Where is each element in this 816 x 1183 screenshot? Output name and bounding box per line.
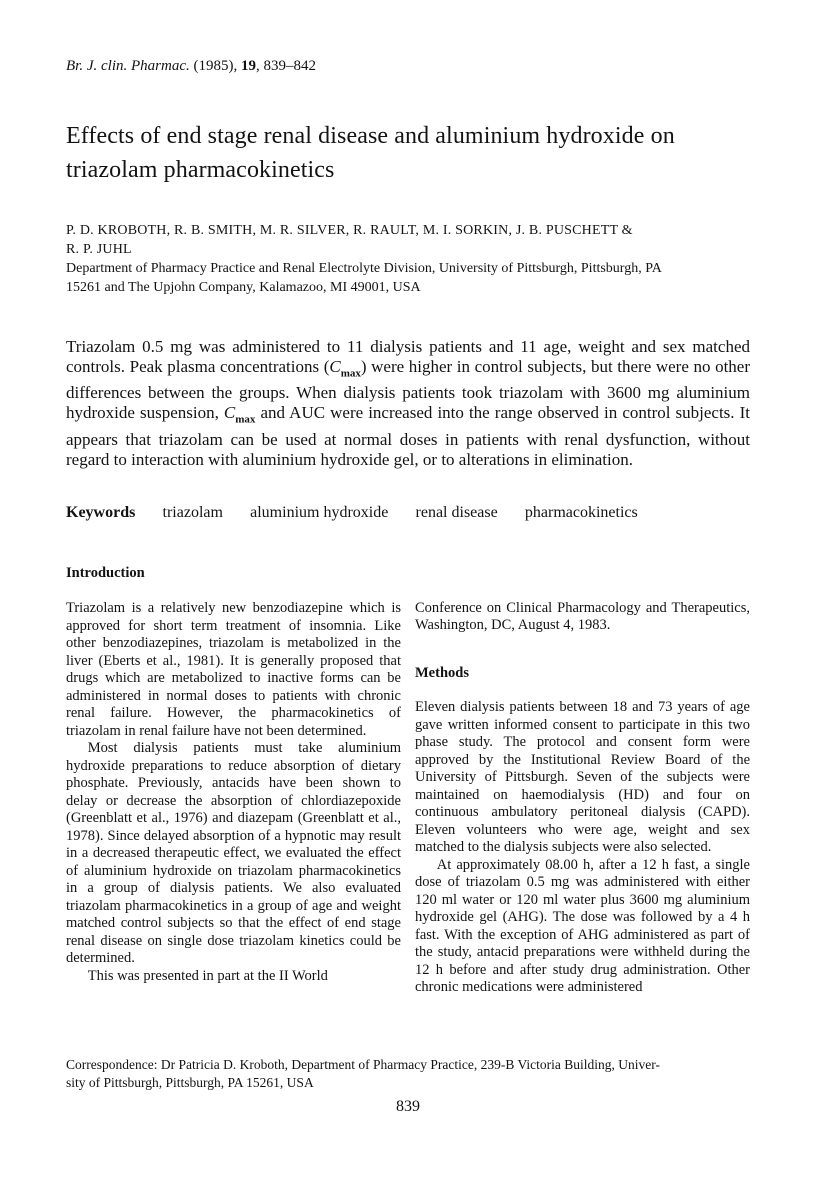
affiliation: [66, 259, 750, 297]
introduction-paragraph-2: Most dialysis patients must take aluminium hydroxide preparations to reduce absorption of dietary phosphate. Previously, antacids have been shown to delay or decrease the absorption of chlordiazepoxide (Greenblatt et al., 1976) and diazepam (Greenblatt et al., 1978). Since delayed absorption of a hypnotic may result in a decreased therapeutic effect, we evaluated the effect of aluminium hydroxide on triazolam pharmacokinetics in a group of dialysis patients. We also evaluated triazolam pharmacokinetics in a group of age and weight matched control subjects so that the effect of end stage renal disease on single dose triazolam kinetics could be determined.: [66, 740, 401, 967]
cmax-symbol: $C_{max}$: [329, 357, 361, 380]
abstract-text: [66, 337, 750, 470]
author-line-2: R. P. JUHL: [66, 242, 132, 257]
author-list: [66, 221, 750, 259]
cmax-symbol: $C_{max}$: [223, 403, 256, 426]
methods-paragraph-2: At approximately 08.00 h, after a 12 h fast, a single dose of triazolam 0.5 mg was administered with either 120 ml water or 120 ml water plus 3600 mg aluminium hydroxide gel (AHG). The dose was followed by a 4 h fast. With the exception of AHG administered as part of the study, antacid preparations were withheld during the 12 h before and after study drug administration. Other chronic medications were administered: [415, 856, 750, 996]
journal-citation: [66, 57, 750, 75]
section-heading-introduction: Introduction: [66, 564, 145, 581]
right-column: [415, 565, 750, 997]
abstract-part-2: ) were higher in control subjects, but there were no other differences between the groups. When dialysis patients took triazolam with 3600 mg aluminium hydroxide suspension,: [66, 357, 751, 423]
section-heading-methods: Methods: [415, 664, 469, 681]
methods-paragraph-1: Eleven dialysis patients between 18 and 73 years of age gave written informed consent to participate in this two phase study. The protocol and consent form were approved by the Institutional Review Board of the University of Pittsburgh. Seven of the subjects were maintained on haemodialysis (HD) and four on continuous ambulatory peritoneal dialysis (CAPD). Eleven volunteers who were age, weight and sex matched to the dialysis subjects were also selected.: [415, 699, 750, 856]
page-footer: [66, 1056, 750, 1116]
abstract-part-3: and AUC were increased into the range observed in control subjects. It appears that triazolam can be used at normal doses in patients with renal dysfunction, without regard to interaction with aluminium hydroxide gel, or to alterations in elimination.: [66, 403, 750, 469]
abstract-part-1: Triazolam 0.5 mg was administered to 11 dialysis patients and 11 age, weight and sex matched controls. Peak plasma concentrations (: [66, 337, 750, 376]
author-line-1: P. D. KROBOTH, R. B. SMITH, M. R. SILVER, R. RAULT, M. I. SORKIN, J. B. PUSCHETT &: [66, 223, 633, 238]
page-number: 839: [396, 1098, 420, 1115]
keyword: triazolam: [162, 503, 223, 521]
citation-volume: 19: [240, 58, 256, 74]
correspondence-note: [66, 1056, 750, 1091]
article-title: Effects of end stage renal disease and aluminium hydroxide on triazolam pharmacokinetics: [66, 123, 675, 183]
introduction-continuation-paragraph: Conference on Clinical Pharmacology and Therapeutics, Washington, DC, August 4, 1983.: [415, 599, 750, 634]
keyword: renal disease: [415, 503, 498, 521]
introduction-paragraph-3: This was presented in part at the II World: [87, 967, 328, 984]
affiliation-line-2: 15261 and The Upjohn Company, Kalamazoo, MI 49001, USA: [66, 280, 421, 295]
keywords-line: [66, 503, 750, 523]
correspondence-line-2: sity of Pittsburgh, Pittsburgh, PA 15261, USA: [66, 1074, 314, 1090]
keyword: aluminium hydroxide: [250, 503, 389, 521]
left-column: [66, 565, 401, 997]
keywords-label: Keywords: [66, 503, 136, 521]
article-body: [66, 565, 750, 997]
citation-year: (1985),: [189, 58, 241, 74]
correspondence-line-1: Correspondence: Dr Patricia D. Kroboth, Department of Pharmacy Practice, 239-B Victoria Building, Univer-: [66, 1057, 661, 1072]
introduction-paragraph-1: Triazolam is a relatively new benzodiazepine which is approved for short term treatment of insomnia. Like other benzodiazepines, triazolam is metabolized in the liver (Eberts et al., 1981). It is generally proposed that drugs which are metabolized to inactive forms can be administered in normal doses to patients with chronic renal failure. However, the pharmacokinetics of triazolam in renal failure have not been determined.: [66, 600, 401, 739]
journal-name: Br. J. clin. Pharmac.: [66, 58, 190, 74]
citation-pages: , 839–842: [255, 58, 316, 74]
affiliation-line-1: Department of Pharmacy Practice and Renal Electrolyte Division, University of Pittsburgh, Pittsburgh, PA: [66, 261, 662, 276]
keyword: pharmacokinetics: [524, 503, 638, 521]
